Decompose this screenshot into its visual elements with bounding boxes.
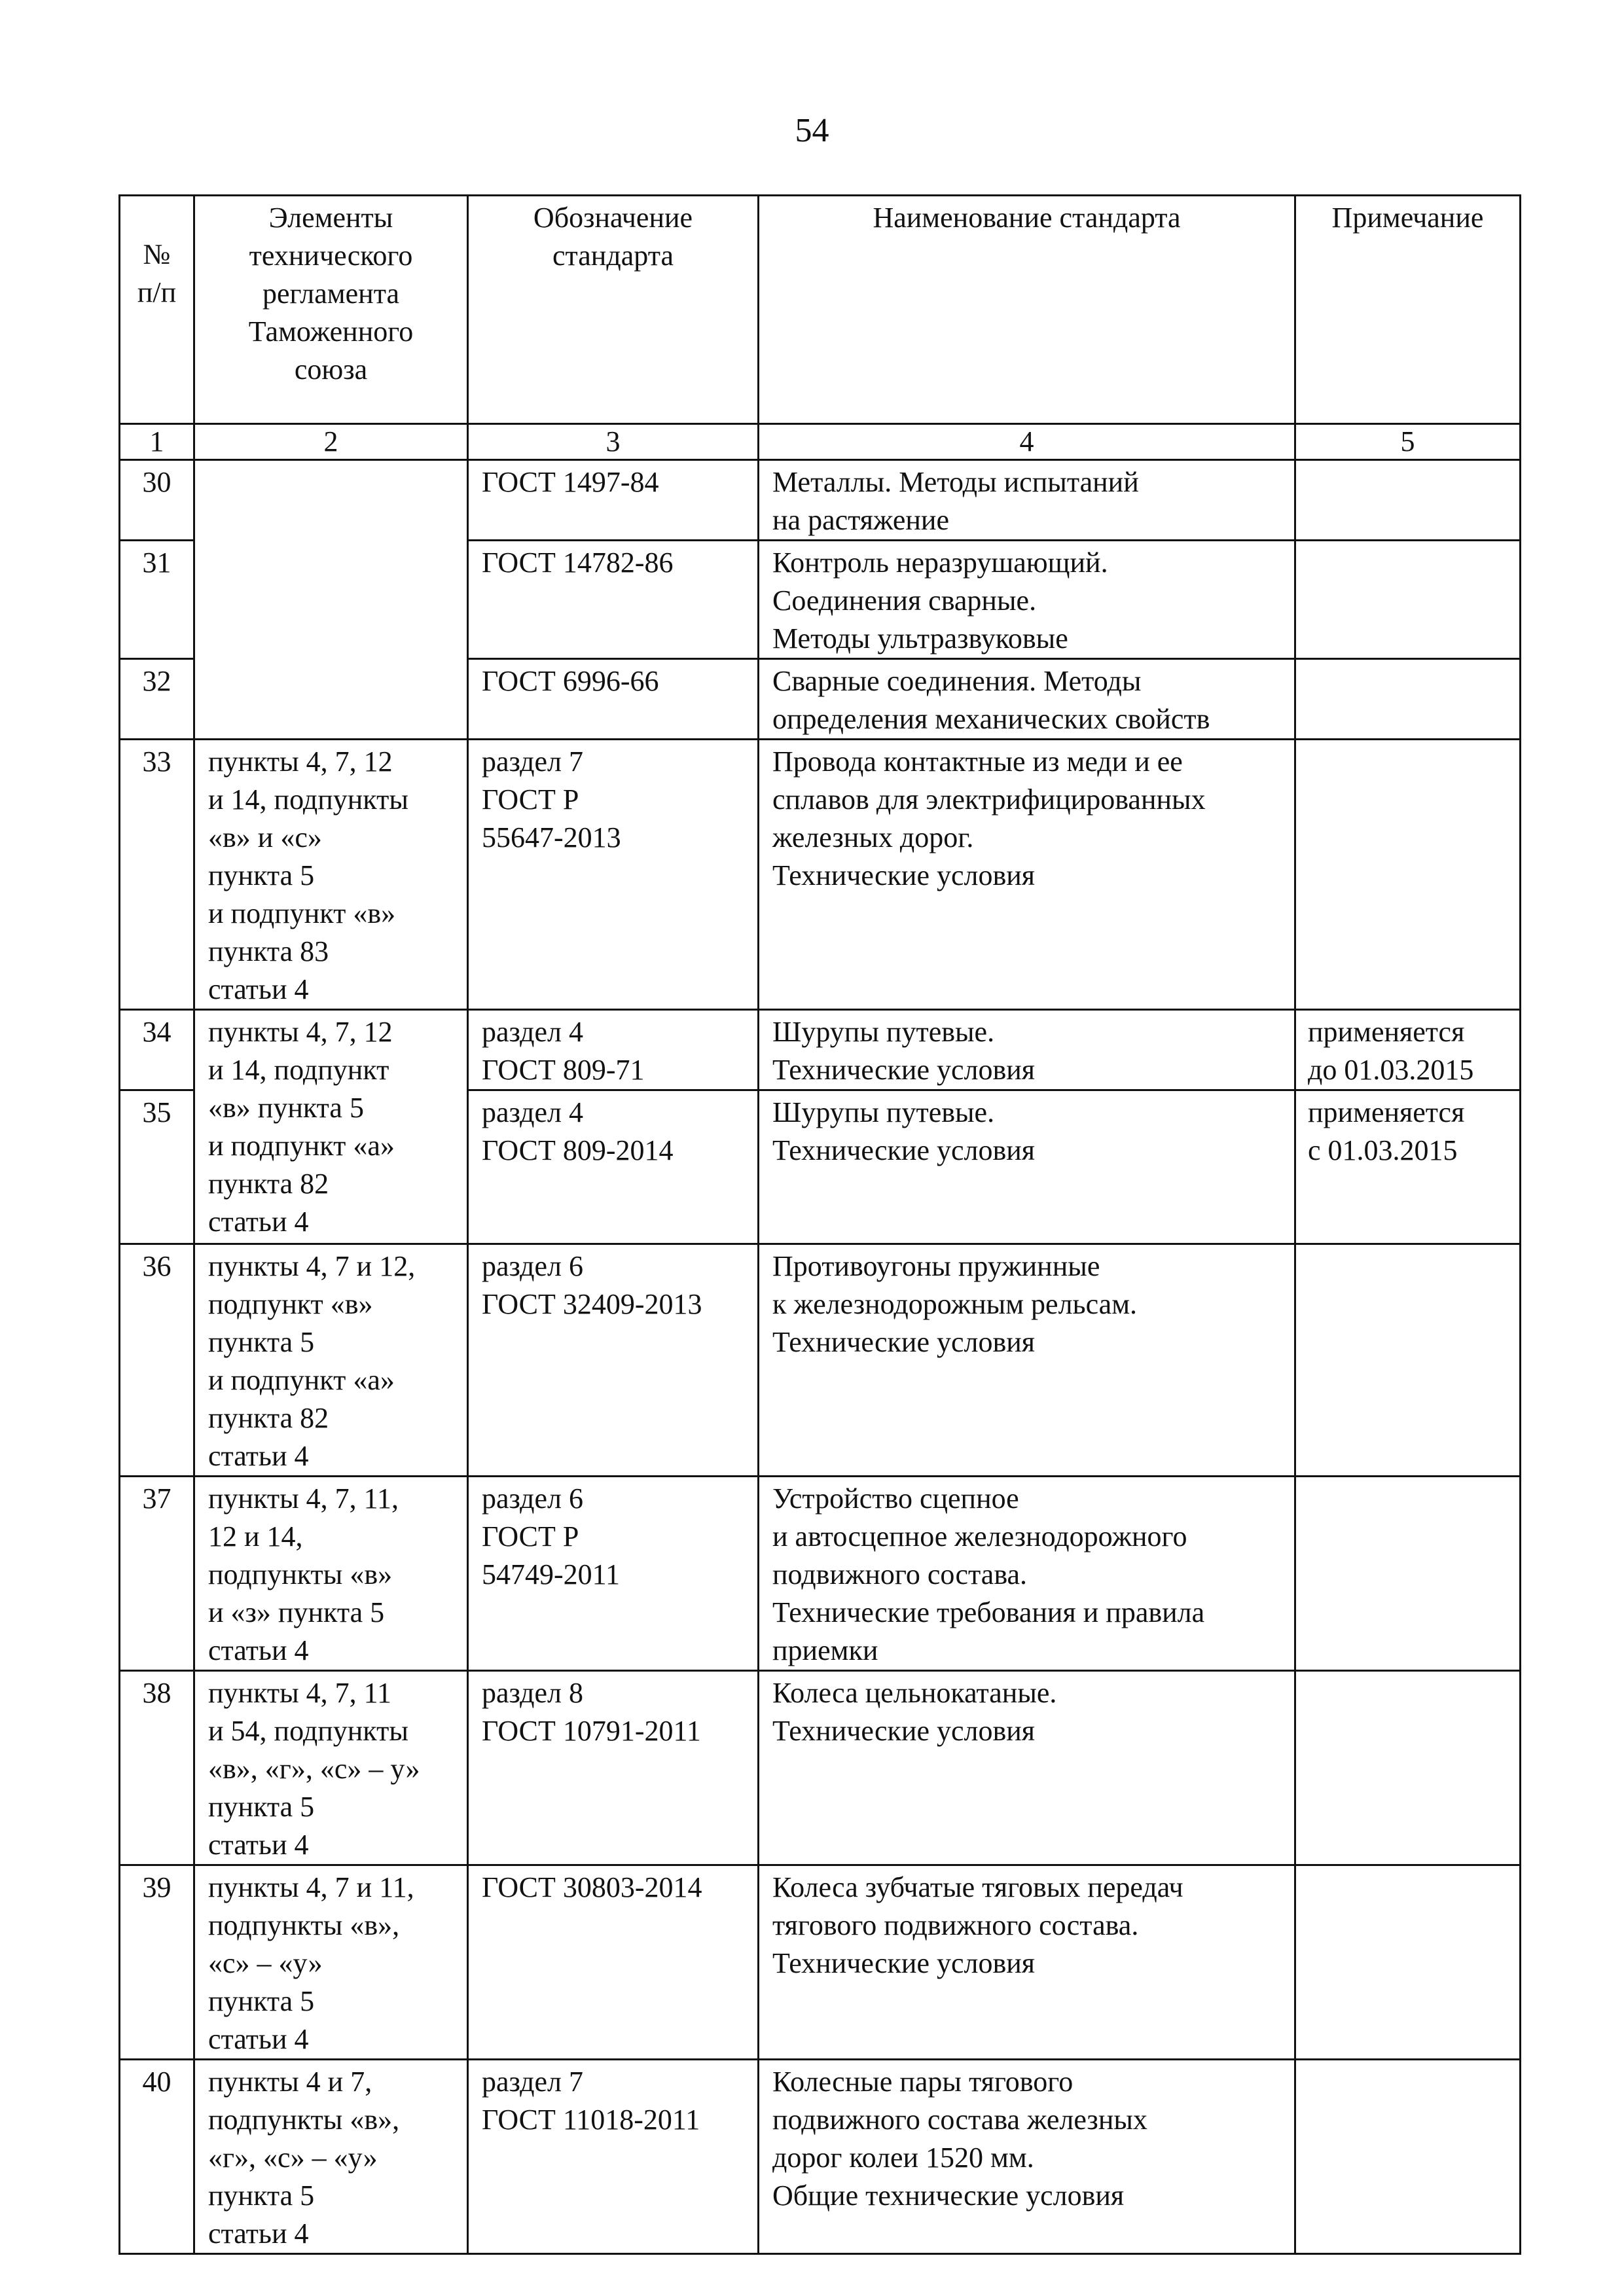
row-elements: пункты 4, 7 и 12, подпункт «в» пункта 5 и подпункт «а» пункта 82 статьи 4 bbox=[194, 1244, 468, 1477]
column-number: 1 bbox=[120, 424, 194, 460]
header-row bbox=[120, 196, 1521, 424]
row-number: 35 bbox=[120, 1090, 194, 1244]
row-number: 31 bbox=[120, 541, 194, 659]
table-row bbox=[120, 1477, 1521, 1671]
row-name: Шурупы путевые. Технические условия bbox=[759, 1010, 1295, 1090]
row-elements: пункты 4, 7, 12 и 14, подпункты «в» и «с» пункта 5 и подпункт «в» пункта 83 статьи 4 bbox=[194, 740, 468, 1010]
table-row bbox=[120, 1671, 1521, 1865]
header-note: Примечание bbox=[1295, 196, 1521, 424]
row-elements: пункты 4, 7, 12 и 14, подпункт «в» пункта 5 и подпункт «а» пункта 82 статьи 4 bbox=[194, 1010, 468, 1244]
row-elements: пункты 4, 7, 11 и 54, подпункты «в», «г», «с» – у» пункта 5 статьи 4 bbox=[194, 1671, 468, 1865]
row-note bbox=[1295, 2060, 1521, 2254]
row-number: 37 bbox=[120, 1477, 194, 1671]
row-number: 32 bbox=[120, 659, 194, 740]
row-number: 36 bbox=[120, 1244, 194, 1477]
row-note bbox=[1295, 460, 1521, 541]
row-designation: раздел 4 ГОСТ 809-71 bbox=[468, 1010, 759, 1090]
row-name: Устройство сцепное и автосцепное железнодорожного подвижного состава. Технические требования и правила приемки bbox=[759, 1477, 1295, 1671]
row-designation: ГОСТ 14782-86 bbox=[468, 541, 759, 659]
column-number: 2 bbox=[194, 424, 468, 460]
row-number: 38 bbox=[120, 1671, 194, 1865]
table-row bbox=[120, 1865, 1521, 2060]
row-name: Колеса цельнокатаные. Технические условия bbox=[759, 1671, 1295, 1865]
column-number: 4 bbox=[759, 424, 1295, 460]
page-number: 54 bbox=[795, 112, 829, 149]
row-designation: раздел 6 ГОСТ 32409-2013 bbox=[468, 1244, 759, 1477]
table-row bbox=[120, 1244, 1521, 1477]
row-number: 34 bbox=[120, 1010, 194, 1090]
row-note bbox=[1295, 1671, 1521, 1865]
row-designation: ГОСТ 1497-84 bbox=[468, 460, 759, 541]
row-note bbox=[1295, 1244, 1521, 1477]
row-number: 30 bbox=[120, 460, 194, 541]
row-note bbox=[1295, 740, 1521, 1010]
column-number: 5 bbox=[1295, 424, 1521, 460]
row-designation: раздел 6 ГОСТ Р 54749-2011 bbox=[468, 1477, 759, 1671]
row-elements bbox=[194, 460, 468, 740]
table-row bbox=[120, 1010, 1521, 1090]
row-number: 40 bbox=[120, 2060, 194, 2254]
row-elements: пункты 4, 7 и 11, подпункты «в», «с» – «у» пункта 5 статьи 4 bbox=[194, 1865, 468, 2060]
header-elements: Элементы технического регламента Таможенного союза bbox=[194, 196, 468, 424]
row-name: Шурупы путевые. Технические условия bbox=[759, 1090, 1295, 1244]
row-elements: пункты 4, 7, 11, 12 и 14, подпункты «в» и «з» пункта 5 статьи 4 bbox=[194, 1477, 468, 1671]
row-name: Противоугоны пружинные к железнодорожным рельсам. Технические условия bbox=[759, 1244, 1295, 1477]
row-note bbox=[1295, 1865, 1521, 2060]
row-elements: пункты 4 и 7, подпункты «в», «г», «с» – «у» пункта 5 статьи 4 bbox=[194, 2060, 468, 2254]
row-designation: раздел 7 ГОСТ Р 55647-2013 bbox=[468, 740, 759, 1010]
row-note bbox=[1295, 1477, 1521, 1671]
row-name: Колесные пары тягового подвижного состава железных дорог колеи 1520 мм. Общие технические условия bbox=[759, 2060, 1295, 2254]
table-row bbox=[120, 2060, 1521, 2254]
row-designation: ГОСТ 30803-2014 bbox=[468, 1865, 759, 2060]
row-note bbox=[1295, 541, 1521, 659]
row-note bbox=[1295, 659, 1521, 740]
row-name: Провода контактные из меди и ее сплавов для электрифицированных железных дорог. Технические условия bbox=[759, 740, 1295, 1010]
row-number: 39 bbox=[120, 1865, 194, 2060]
row-name: Контроль неразрушающий. Соединения сварные. Методы ультразвуковые bbox=[759, 541, 1295, 659]
standards-table bbox=[118, 194, 1521, 2255]
column-number-row bbox=[120, 424, 1521, 460]
row-note: применяется до 01.03.2015 bbox=[1295, 1010, 1521, 1090]
column-number: 3 bbox=[468, 424, 759, 460]
header-name: Наименование стандарта bbox=[759, 196, 1295, 424]
header-num: № п/п bbox=[120, 196, 194, 424]
row-note: применяется с 01.03.2015 bbox=[1295, 1090, 1521, 1244]
table-row bbox=[120, 460, 1521, 541]
row-name: Сварные соединения. Методы определения механических свойств bbox=[759, 659, 1295, 740]
row-designation: раздел 7 ГОСТ 11018-2011 bbox=[468, 2060, 759, 2254]
row-number: 33 bbox=[120, 740, 194, 1010]
table-row bbox=[120, 740, 1521, 1010]
row-designation: ГОСТ 6996-66 bbox=[468, 659, 759, 740]
row-name: Колеса зубчатые тяговых передач тягового подвижного состава. Технические условия bbox=[759, 1865, 1295, 2060]
row-designation: раздел 8 ГОСТ 10791-2011 bbox=[468, 1671, 759, 1865]
row-designation: раздел 4 ГОСТ 809-2014 bbox=[468, 1090, 759, 1244]
header-designation: Обозначение стандарта bbox=[468, 196, 759, 424]
row-name: Металлы. Методы испытаний на растяжение bbox=[759, 460, 1295, 541]
